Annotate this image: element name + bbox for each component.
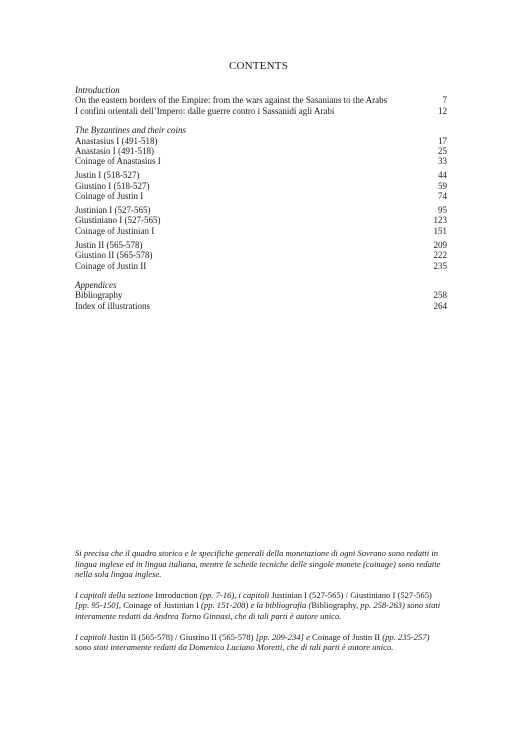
toc-entry-page-number: 12	[438, 105, 447, 116]
toc-entry-label: I confini orientali dell’Impero: dalle guerre contro i Sassanidi agli Arabi	[75, 105, 335, 116]
toc-entry	[75, 95, 447, 105]
toc-entry	[75, 156, 447, 166]
toc-section	[75, 85, 447, 116]
note-text: Si precisa che il quadro storico e le specifiche generali della monetazione di ogni Sovrano sono redatti in lingua inglese ed in lingua italiana, mentre le schede tecniche delle singole monete (coinage) sono redatte nella sola lingua inglese.	[75, 548, 441, 580]
toc-entry-label: Coinage of Justinian I	[75, 225, 155, 236]
toc-entry-page-number: 59	[438, 180, 447, 191]
toc-entry-page-number: 235	[433, 260, 447, 271]
toc-entry	[75, 146, 447, 156]
note-chapter-reference: Justin II (565-578) / Giustino II (565-578)	[108, 631, 256, 642]
toc-entry-label: Justinian I (527-565)	[75, 205, 151, 216]
toc-section-title: The Byzantines and their coins	[75, 125, 186, 136]
toc-entry	[75, 205, 447, 215]
toc-entry-label: Justin II (565-578)	[75, 239, 143, 250]
note-text: I capitoli	[75, 631, 109, 642]
toc-entry-label: Anastasius I (491-518)	[75, 135, 158, 146]
toc-entry	[75, 226, 447, 236]
toc-entry-group	[75, 136, 447, 167]
toc-entry	[75, 215, 447, 225]
toc-entry	[75, 290, 447, 300]
toc-entry-page-number: 209	[433, 239, 447, 250]
toc-entry	[75, 301, 447, 311]
toc-entry	[75, 170, 447, 180]
toc-entry-group	[75, 95, 447, 116]
toc-entry-label: Justin I (518-527)	[75, 170, 140, 181]
toc-section	[75, 125, 447, 271]
toc-entry-page-number: 95	[438, 205, 447, 216]
note-chapter-reference: Coinage of Justinian I	[123, 600, 202, 611]
note-chapter-reference: Justinian I (527-565) / Giustiniano I (527-565)	[271, 589, 432, 600]
note-text: pp. 258-263) sono stati interamente redatti da Andrea Torno Ginnasi, che di tali parti è autore unico.	[75, 600, 441, 621]
toc-entry-label: Giustino II (565-578)	[75, 250, 153, 261]
credit-note-paragraph	[75, 590, 447, 622]
toc-entry-page-number: 74	[438, 191, 447, 202]
toc-entry-label: Coinage of Anastasius I	[75, 156, 161, 167]
toc-section-title: Introduction	[75, 85, 120, 95]
toc-section-title: Appendices	[75, 280, 117, 290]
toc-entry-page-number: 258	[433, 290, 447, 301]
toc-entry-group	[75, 240, 447, 271]
toc-entry-page-number: 17	[438, 135, 447, 146]
toc-entry-label: On the eastern borders of the Empire: from the wars against the Sasanians to the Arabs	[75, 95, 388, 106]
note-text: (pp. 235-257) sono stati interamente redatti da Domenico Luciano Moretti, che di tali parti è autore unico.	[75, 631, 430, 653]
note-chapter-reference: Coinage of Justin II	[312, 631, 383, 642]
toc-entry-page-number: 264	[433, 300, 447, 311]
toc-entry-label: Anastasio I (491-518)	[75, 146, 154, 157]
note-text: (pp. 7-16), i capitoli	[199, 589, 272, 600]
toc-entry	[75, 136, 447, 146]
toc-entry	[75, 191, 447, 201]
toc-entry-label: Index of illustrations	[75, 300, 150, 311]
toc-entry-page-number: 25	[438, 146, 447, 157]
toc-entry	[75, 106, 447, 116]
note-chapter-reference: Introduction	[155, 589, 200, 600]
toc-entry-label: Bibliography	[75, 290, 123, 301]
note-text: [pp. 209-234] e	[255, 631, 313, 642]
note-chapter-reference: Bibliography,	[311, 600, 361, 611]
toc-entry-page-number: 44	[438, 170, 447, 181]
credit-note-paragraph	[75, 548, 447, 580]
toc-entry-page-number: 33	[438, 156, 447, 167]
toc-entry-group	[75, 290, 447, 311]
toc-entry-group	[75, 170, 447, 201]
page-title: CONTENTS	[228, 60, 289, 72]
table-of-contents	[75, 85, 447, 320]
toc-entry-label: Coinage of Justin II	[75, 260, 147, 271]
toc-entry-page-number: 7	[442, 95, 447, 106]
toc-entry	[75, 181, 447, 191]
toc-entry-label: Coinage of Justin I	[75, 191, 144, 202]
toc-entry-group	[75, 205, 447, 236]
credit-note-paragraph	[75, 632, 447, 653]
toc-entry	[75, 240, 447, 250]
toc-entry	[75, 261, 447, 271]
toc-entry-page-number: 222	[433, 250, 447, 261]
toc-entry	[75, 250, 447, 260]
toc-entry-page-number: 151	[433, 225, 447, 236]
toc-section	[75, 280, 447, 311]
toc-entry-label: Giustiniano I (527-565)	[75, 215, 161, 226]
note-text: I capitoli della sezione	[75, 589, 156, 600]
note-text: [pp. 95-150],	[75, 600, 124, 611]
note-text: (pp. 151-208) e la bibliografia (	[201, 600, 312, 611]
toc-entry-label: Giustino I (518-527)	[75, 180, 150, 191]
credits-notes	[75, 548, 447, 663]
toc-entry-page-number: 123	[433, 215, 447, 226]
